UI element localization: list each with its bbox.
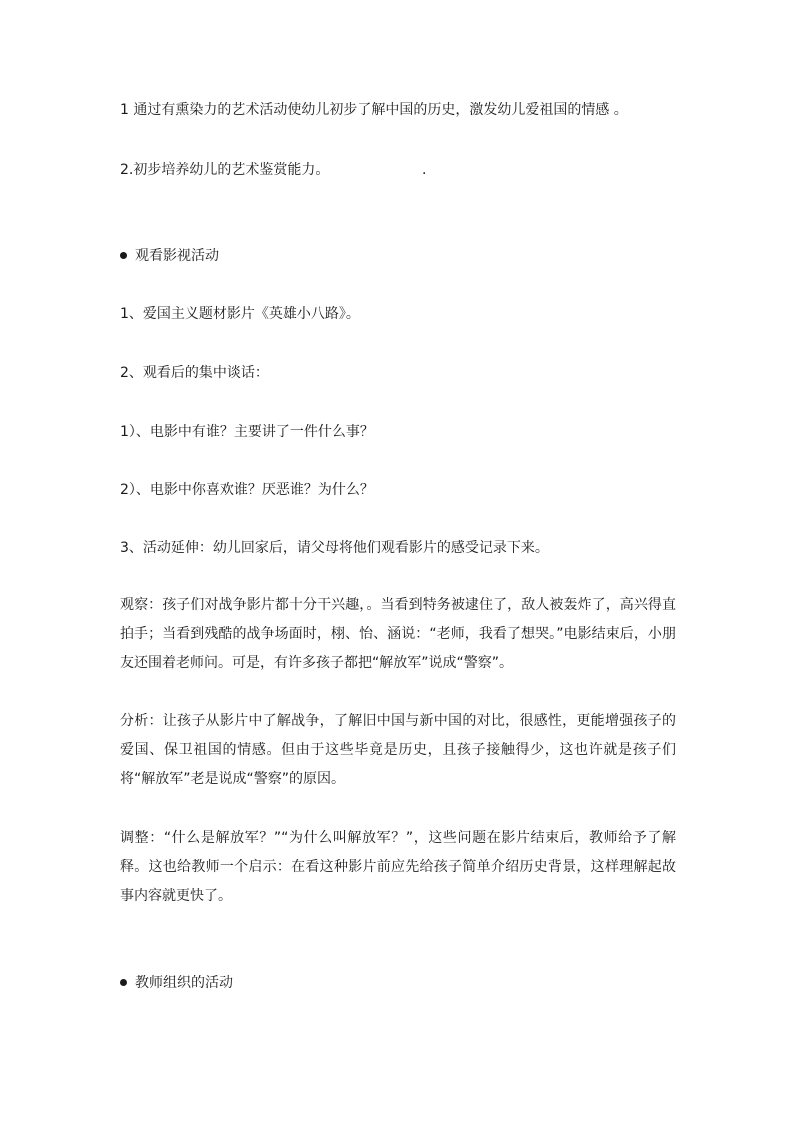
viewing-item-3: 3、活动延伸：幼儿回家后，请父母将他们观看影片的感受记录下来。: [120, 540, 549, 556]
section-heading-viewing-text: 观看影视活动: [135, 248, 219, 264]
goal-2: 2.初步培养幼儿的艺术鉴赏能力。: [120, 162, 330, 178]
analysis-paragraph: 分析：让孩子从影片中了解战争，了解旧中国与新中国的对比，很感性，更能增强孩子的爱国、保卫祖国的情感。但由于这些毕竟是历史，且孩子接触得少，这也许就是孩子们将“解放军”老是说成“警察”的原因。: [120, 713, 676, 787]
section-heading-teacher-text: 教师组织的活动: [135, 975, 233, 991]
viewing-item-1: 1、爱国主义题材影片《英雄小八路》。: [120, 306, 360, 322]
section-heading-viewing: [120, 246, 680, 266]
bullet-icon: [120, 979, 127, 986]
observation-paragraph: 观察：孩子们对战争影片都十分干兴趣，。当看到特务被逮住了，敌人被轰炸了，高兴得直拍手；当看到残酷的战争场面时，栩、怡、涵说：“老师，我看了想哭。”电影结束后，小朋友还围着老师问。可是，有许多孩子都把“解放军”说成“警察”。: [120, 597, 676, 671]
adjustment-paragraph: 调整：“什么是解放军？”“为什么叫解放军？”，这些问题在影片结束后，教师给予了解释。这也给教师一个启示：在看这种影片前应先给孩子简单介绍历史背景，这样理解起故事内容就更快了。: [120, 830, 676, 904]
viewing-item-2: 2、观看后的集中谈话：: [120, 365, 269, 381]
viewing-item-2-question-1: 1）、电影中有谁？主要讲了一件什么事？: [120, 424, 374, 440]
bullet-icon: [120, 252, 127, 259]
section-heading-teacher: [120, 973, 680, 993]
viewing-item-2-question-2: 2）、电影中你喜欢谁？厌恶谁？为什么？: [120, 482, 374, 498]
goal-1: 1 通过有熏染力的艺术活动使幼儿初步了解中国的历史，激发幼儿爱祖国的情感 。: [120, 102, 628, 118]
goal-2-trailing-mark: .: [422, 162, 427, 178]
